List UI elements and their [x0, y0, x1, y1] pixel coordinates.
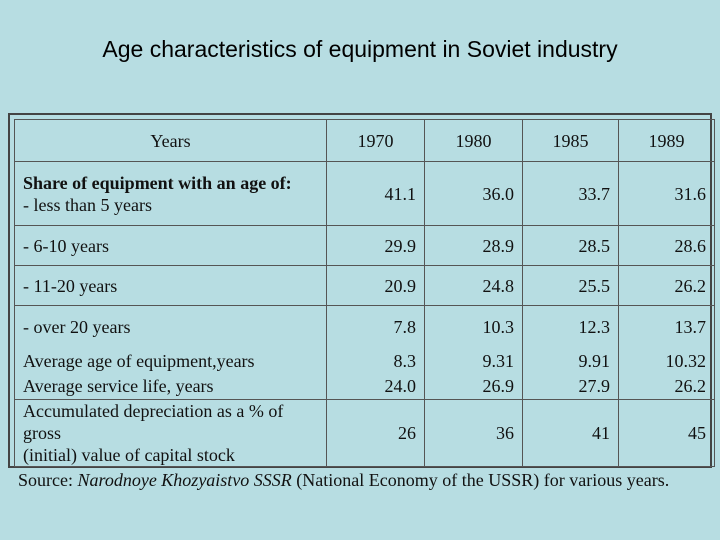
row-label-11-20: - 11-20 years: [15, 266, 327, 306]
header-years-label: Years: [15, 120, 327, 162]
slide-title: Age characteristics of equipment in Soviet industry: [102, 36, 618, 62]
row-label-average-age: Average age of equipment,years: [15, 348, 327, 374]
source-prefix: Source:: [18, 470, 78, 490]
table-cell: 41: [523, 400, 619, 467]
table-cell: 26.2: [619, 374, 715, 400]
table-cell: 10.32: [619, 348, 715, 374]
header-year-1970: 1970: [327, 120, 425, 162]
table-cell: 27.9: [523, 374, 619, 400]
header-year-1980: 1980: [425, 120, 523, 162]
table-cell: 28.5: [523, 226, 619, 266]
table-cell: 29.9: [327, 226, 425, 266]
table-cell: 26.9: [425, 374, 523, 400]
table-row: [15, 162, 715, 226]
row-label-service-life: Average service life, years: [15, 374, 327, 400]
table-row: [15, 400, 715, 467]
table-frame: [8, 113, 712, 468]
table-cell: 26: [327, 400, 425, 467]
table-row: [15, 226, 715, 266]
depreciation-line-2: (initial) value of capital stock: [23, 445, 235, 465]
header-year-1985: 1985: [523, 120, 619, 162]
table-cell: 41.1: [327, 162, 425, 226]
table-row: [15, 266, 715, 306]
table-cell: 10.3: [425, 306, 523, 348]
header-row: [15, 120, 715, 162]
table-cell: 8.3: [327, 348, 425, 374]
table-cell: 24.0: [327, 374, 425, 400]
table-cell: 28.6: [619, 226, 715, 266]
row-label-6-10: - 6-10 years: [15, 226, 327, 266]
table-row: [15, 306, 715, 348]
table-cell: 28.9: [425, 226, 523, 266]
data-table: [14, 119, 715, 467]
table-cell: 36: [425, 400, 523, 467]
table-row: [15, 348, 715, 374]
source-suffix: (National Economy of the USSR) for various years.: [291, 470, 670, 490]
header-year-1989: 1989: [619, 120, 715, 162]
table-cell: 24.8: [425, 266, 523, 306]
table-cell: 33.7: [523, 162, 619, 226]
depreciation-line-1: Accumulated depreciation as a % of gross: [23, 401, 284, 443]
row-label-over-20: - over 20 years: [15, 306, 327, 348]
table-cell: 36.0: [425, 162, 523, 226]
row-label-text: - less than 5 years: [23, 194, 152, 215]
table-row: [15, 374, 715, 400]
row-label-depreciation: [15, 400, 327, 467]
source-note: [18, 470, 708, 491]
table-cell: 7.8: [327, 306, 425, 348]
source-title: Narodnoye Khozyaistvo SSSR: [77, 470, 292, 490]
table-cell: 13.7: [619, 306, 715, 348]
table-cell: 9.31: [425, 348, 523, 374]
table-cell: 25.5: [523, 266, 619, 306]
table-cell: 26.2: [619, 266, 715, 306]
table-cell: 45: [619, 400, 715, 467]
table-cell: 9.91: [523, 348, 619, 374]
share-heading: Share of equipment with an age of:: [23, 172, 292, 193]
row-label-under-5: [15, 162, 327, 226]
table-cell: 31.6: [619, 162, 715, 226]
table-cell: 12.3: [523, 306, 619, 348]
table-cell: 20.9: [327, 266, 425, 306]
